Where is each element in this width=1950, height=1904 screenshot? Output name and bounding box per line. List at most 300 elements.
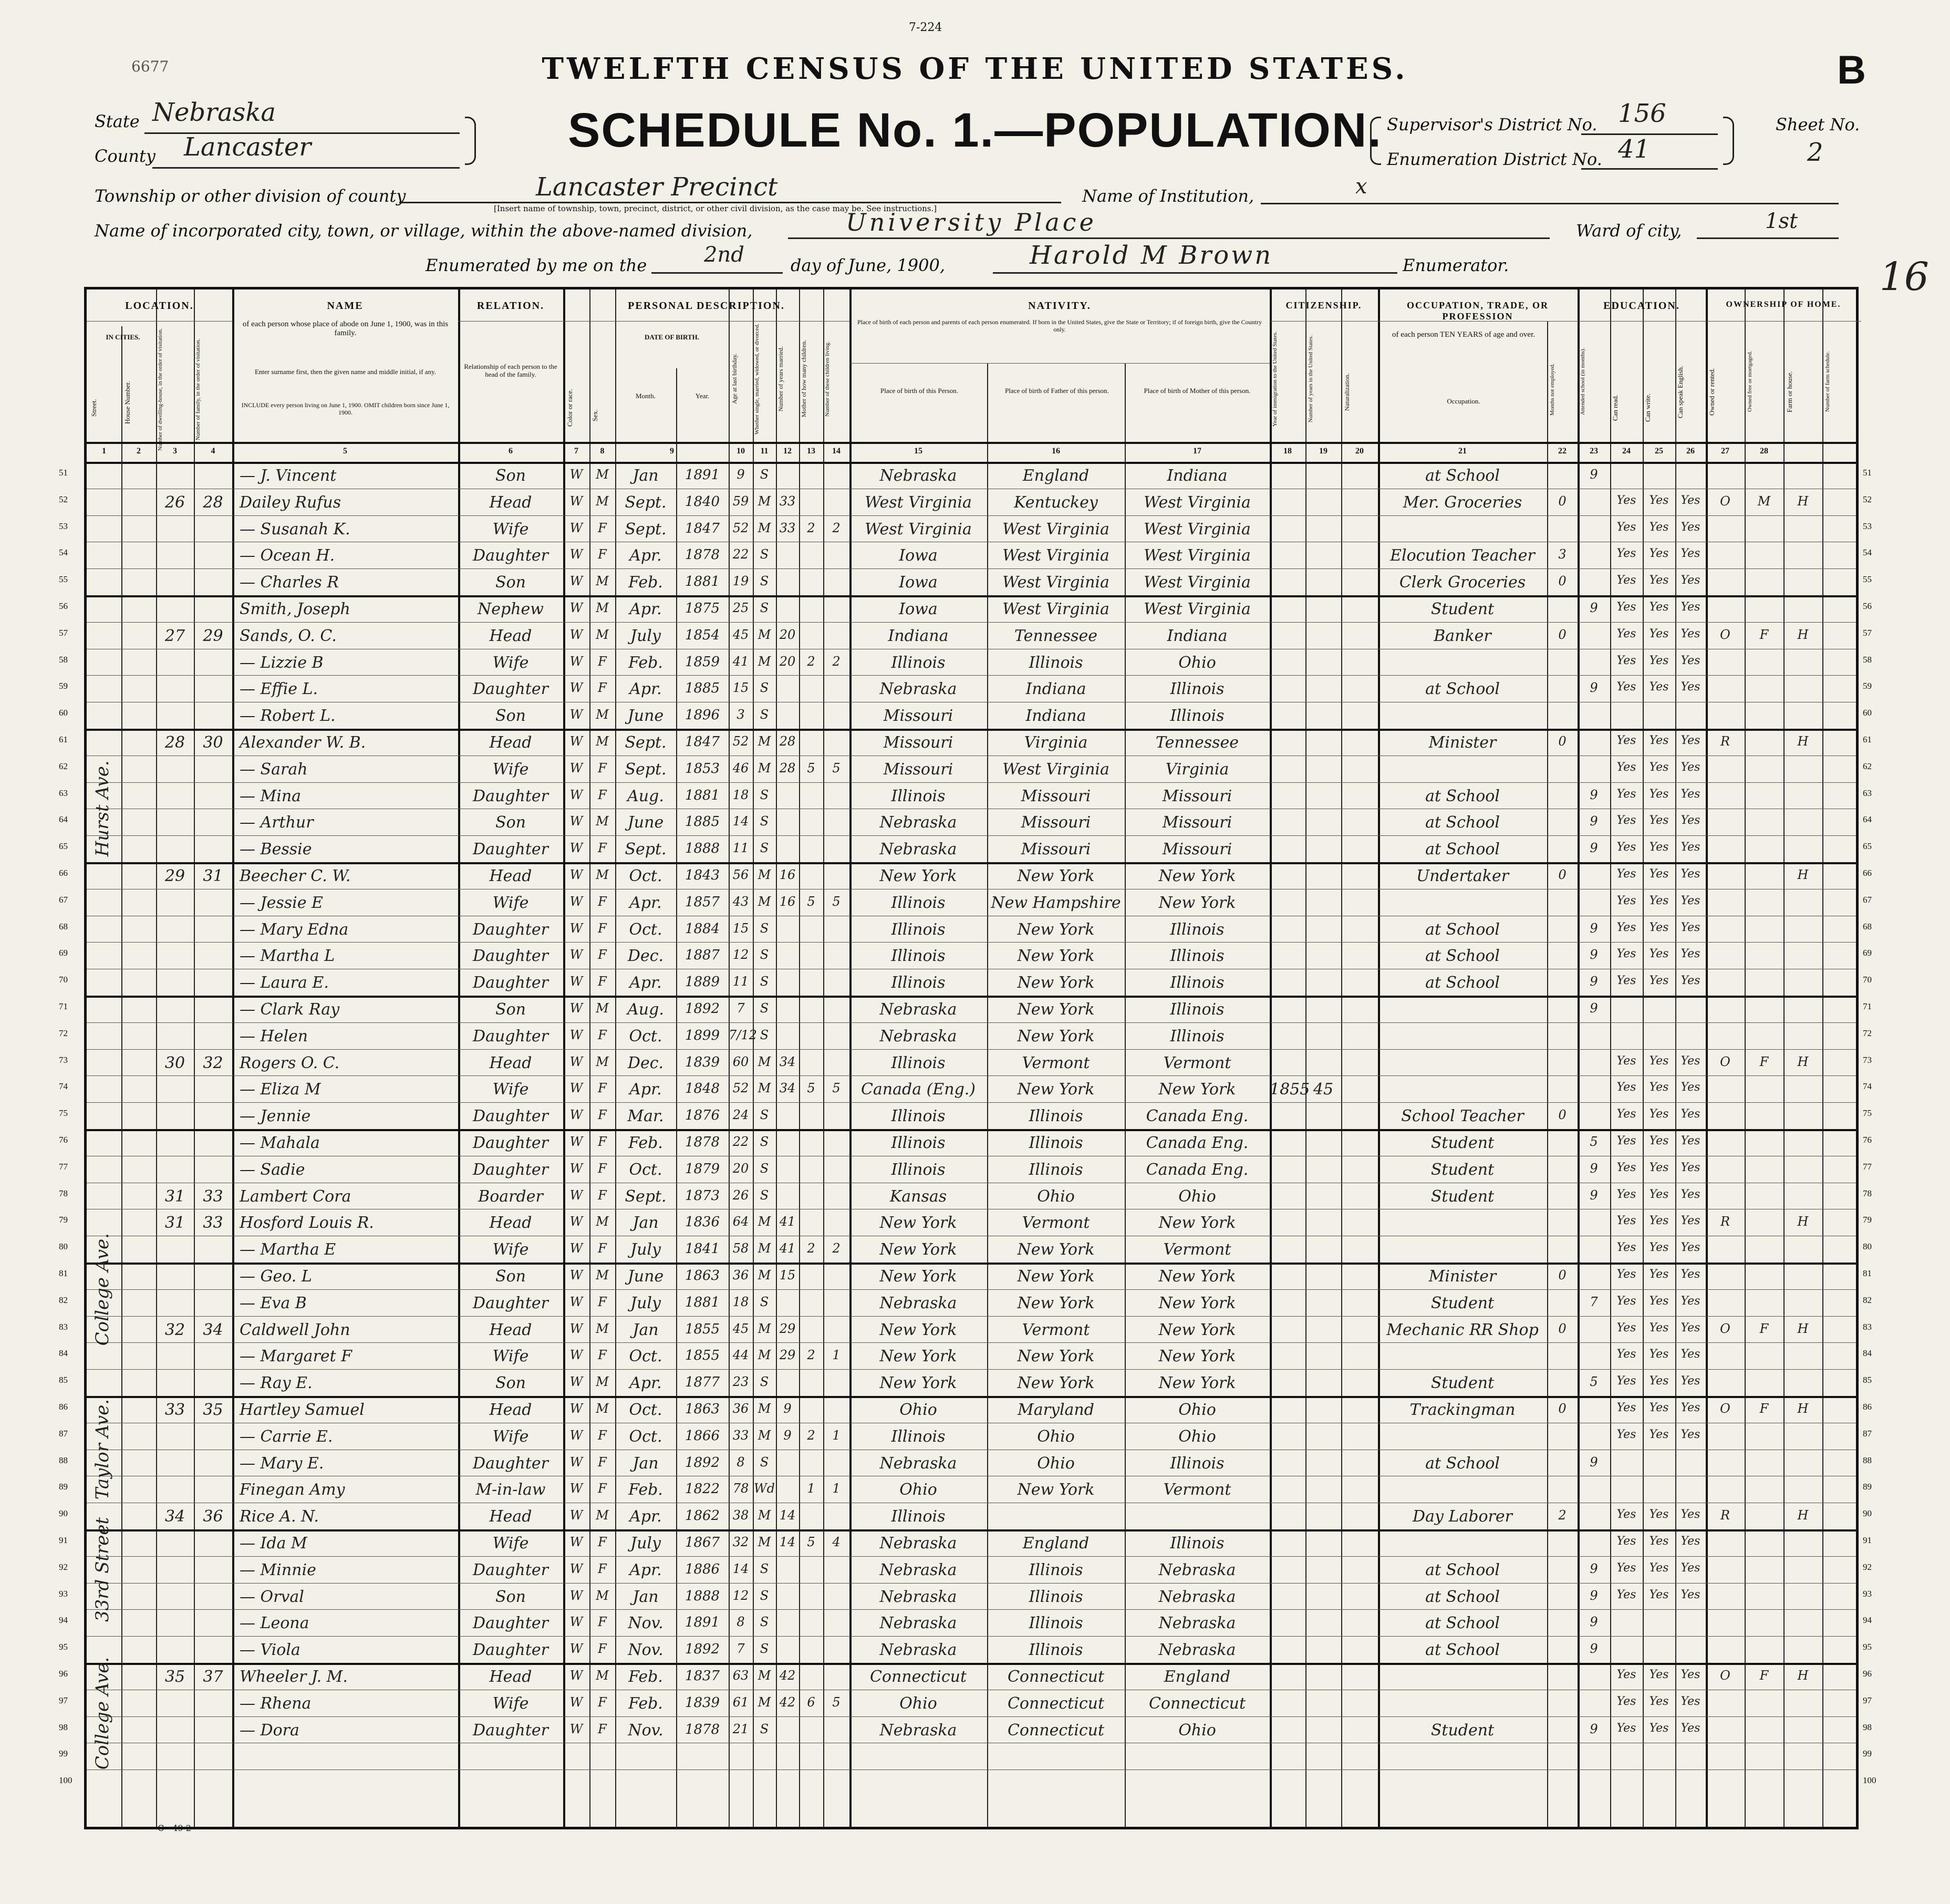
row-55-sex: M [596,574,609,589]
row-61-read: Yes [1616,734,1636,747]
line-number: 57 [59,627,68,638]
line-number: 73 [1863,1054,1872,1065]
row-57-rel: Head [489,626,532,645]
row-83-write: Yes [1649,1321,1669,1334]
col-house-number: House Number. [123,381,131,424]
row-65-age: 11 [732,841,749,856]
row-66-dw: 29 [164,867,185,885]
row-97-mar: M [758,1694,771,1710]
line-number: 64 [59,814,68,825]
row-79-sex: M [596,1214,609,1229]
row-62-rel: Wife [492,760,529,779]
row-61-year: 1847 [684,734,720,750]
row-67-speak: Yes [1681,894,1700,907]
row-95-color: W [569,1641,583,1657]
row-69-bm: Illinois [1170,947,1225,966]
row-61-name: Alexander W. B. [240,733,366,752]
row-82-bf: New York [1017,1294,1095,1312]
row-81-rel: Son [495,1267,526,1286]
row-59-speak: Yes [1681,680,1700,694]
row-53-bp: West Virginia [865,520,972,539]
row-81-age: 36 [732,1268,749,1282]
census-title: TWELFTH CENSUS OF THE UNITED STATES. [542,51,1408,86]
row-71-month: Aug. [627,1000,664,1019]
row-68-month: Oct. [629,920,662,939]
row-70-bp: Illinois [891,974,946,992]
row-67-ym: 16 [779,894,796,909]
row-82-year: 1881 [684,1294,720,1310]
row-rule [87,515,1856,516]
row-54-rel: Daughter [473,546,548,565]
row-98-sex: F [598,1721,607,1736]
row-84-bf: New York [1017,1347,1095,1366]
row-60-month: June [627,707,664,726]
row-67-bp: Illinois [891,893,946,912]
col-birth-person: Place of birth of this Person. [880,387,959,395]
row-68-sex: F [598,920,607,936]
line-number: 60 [1863,708,1872,718]
row-94-name: — Leona [240,1614,309,1633]
row-68-read: Yes [1616,920,1636,934]
row-64-year: 1885 [684,814,720,830]
street-label: College Ave. [92,1657,113,1770]
row-64-bp: Nebraska [879,813,957,832]
row-67-cb: 5 [807,894,815,909]
row-65-sex: F [598,841,607,856]
row-97-name: — Rhena [240,1694,312,1713]
column-number: 9 [670,447,674,456]
row-60-sex: M [596,707,609,722]
col-attended-school: Attended school (in months). [1580,347,1586,416]
row-74-yus: 45 [1313,1080,1334,1099]
row-90-read: Yes [1616,1508,1636,1522]
column-number: 20 [1355,447,1364,456]
row-87-name: — Carrie E. [240,1427,333,1446]
row-86-fam: 35 [203,1401,223,1419]
line-number: 91 [1863,1535,1872,1545]
line-number: 88 [1863,1455,1872,1465]
row-90-color: W [569,1508,583,1523]
row-63-age: 18 [732,787,749,802]
row-63-color: W [569,787,583,802]
col-street: Street. [90,399,98,417]
row-53-year: 1847 [684,520,720,536]
row-92-read: Yes [1616,1561,1636,1575]
row-52-ym: 33 [779,493,796,509]
row-62-age: 46 [732,760,749,775]
row-52-dw: 26 [164,493,185,512]
row-95-sch: 9 [1590,1641,1598,1657]
row-63-read: Yes [1616,787,1636,801]
row-93-mar: S [760,1588,769,1603]
row-86-name: Hartley Samuel [240,1401,365,1419]
line-number: 96 [1863,1669,1872,1679]
row-71-name: — Clark Ray [240,1000,340,1019]
row-90-speak: Yes [1681,1508,1700,1522]
line-number: 97 [59,1695,68,1705]
city-label: Name of incorporated city, town, or village, within the above-named division, [95,221,753,241]
enumerator-suffix: Enumerator. [1403,255,1509,275]
row-84-sex: F [598,1348,607,1363]
right-brace-close [1723,117,1734,165]
row-84-rel: Wife [492,1347,529,1366]
row-59-mar: S [760,680,769,696]
row-60-name: — Robert L. [240,707,336,726]
row-rule [87,1316,1856,1317]
row-81-color: W [569,1268,583,1282]
row-70-sch: 9 [1590,974,1598,989]
row-51-sch: 9 [1590,467,1598,482]
row-rule [87,1075,1856,1076]
row-81-mu: 0 [1558,1268,1567,1282]
row-73-age: 60 [732,1054,749,1069]
population-table [84,287,1859,1829]
col-mortgaged: Owned free or mortgaged. [1747,350,1753,412]
row-58-name: — Lizzie B [240,653,324,672]
row-rule [87,1342,1856,1343]
row-59-rel: Daughter [473,680,548,699]
grid-hline [87,462,1856,464]
line-number: 95 [59,1642,68,1652]
row-80-ym: 41 [779,1241,796,1256]
row-53-speak: Yes [1681,520,1700,534]
row-88-age: 8 [737,1454,745,1470]
row-66-bm: New York [1158,867,1236,885]
row-90-fam: 36 [203,1507,223,1526]
line-number: 82 [59,1295,68,1305]
row-65-rel: Daughter [473,840,548,859]
row-51-year: 1891 [684,467,720,483]
row-79-own: R [1720,1214,1730,1229]
row-86-dw: 33 [164,1401,185,1419]
row-96-speak: Yes [1681,1668,1700,1681]
row-76-year: 1878 [684,1134,720,1150]
row-93-bp: Nebraska [879,1587,957,1606]
row-55-bp: Iowa [899,573,938,592]
row-89-name: Finegan Amy [240,1481,345,1499]
row-96-bp: Connecticut [869,1668,967,1686]
sheet-letter: B [1837,48,1866,92]
column-number: 16 [1052,447,1060,456]
row-70-occ: at School [1425,974,1500,992]
row-61-dw: 28 [164,733,185,752]
line-number: 67 [1863,894,1872,905]
line-number: 66 [59,868,68,878]
row-84-month: Oct. [629,1347,662,1366]
row-62-year: 1853 [684,760,720,777]
row-93-month: Jan [632,1587,659,1606]
row-96-write: Yes [1649,1668,1669,1681]
row-95-sex: F [598,1641,607,1657]
line-number: 72 [59,1028,68,1038]
row-76-read: Yes [1616,1134,1636,1147]
row-95-bm: Nebraska [1158,1641,1236,1660]
row-68-bm: Illinois [1170,920,1225,939]
row-57-fam: 29 [203,626,223,645]
row-73-mar: M [758,1054,771,1069]
row-58-bm: Ohio [1178,653,1216,672]
row-58-sex: F [598,654,607,669]
row-66-bf: New York [1017,867,1095,885]
row-57-mu: 0 [1558,627,1567,642]
row-97-month: Feb. [628,1694,663,1713]
row-88-color: W [569,1454,583,1470]
row-82-occ: Student [1430,1294,1495,1312]
line-number: 70 [59,975,68,985]
row-61-fam: 30 [203,733,223,752]
row-66-write: Yes [1649,867,1669,881]
line-number: 94 [59,1615,68,1626]
column-number: 12 [783,447,792,456]
col-children-born: Mother of how many children. [800,340,807,418]
row-83-occ: Mechanic RR Shop [1386,1320,1539,1339]
row-86-fh: H [1797,1401,1809,1416]
row-57-name: Sands, O. C. [240,626,337,645]
row-58-cl: 2 [832,654,841,669]
col-children-living: Number of these children living. [824,341,831,417]
row-57-own: O [1720,627,1730,642]
row-91-cb: 5 [807,1535,815,1549]
row-57-mar: M [758,627,771,642]
row-58-speak: Yes [1681,654,1700,667]
line-number: 81 [1863,1268,1872,1278]
row-89-cl: 1 [832,1481,841,1496]
row-82-bm: New York [1158,1294,1236,1312]
row-54-sex: F [598,547,607,562]
row-52-fam: 28 [203,493,223,512]
row-65-sch: 9 [1590,841,1598,856]
township-underline [399,202,1061,203]
row-64-color: W [569,814,583,829]
row-90-rel: Head [489,1507,532,1526]
row-90-name: Rice A. N. [240,1507,319,1526]
line-number: 56 [59,601,68,611]
row-89-age: 78 [732,1481,749,1496]
col-months-unemployed: Months not employed. [1549,363,1555,416]
row-80-month: July [630,1240,661,1259]
row-85-occ: Student [1430,1374,1495,1393]
row-83-read: Yes [1616,1321,1636,1334]
row-87-bf: Ohio [1037,1427,1075,1446]
row-96-dw: 35 [164,1668,185,1686]
institution-value: x [1355,174,1367,199]
row-76-occ: Student [1430,1134,1495,1152]
row-61-sex: M [596,734,609,749]
row-77-age: 20 [732,1161,749,1176]
row-96-rel: Head [489,1668,532,1686]
row-85-read: Yes [1616,1374,1636,1388]
row-72-rel: Daughter [473,1027,548,1046]
line-number: 55 [1863,574,1872,585]
row-85-sch: 5 [1590,1374,1598,1390]
row-75-month: Mar. [627,1107,664,1126]
row-95-age: 7 [737,1641,745,1657]
row-53-cb: 2 [807,520,815,535]
row-52-color: W [569,493,583,509]
row-97-speak: Yes [1681,1694,1700,1708]
row-96-read: Yes [1616,1668,1636,1681]
row-69-sch: 9 [1590,947,1598,963]
row-53-bm: West Virginia [1144,520,1251,539]
row-73-write: Yes [1649,1054,1669,1068]
row-51-name: — J. Vincent [240,467,337,485]
column-number: 26 [1686,447,1695,456]
col-immigration: Year of immigration to the United States. [1272,331,1278,427]
row-97-sex: F [598,1694,607,1710]
row-82-bp: Nebraska [879,1294,957,1312]
row-77-name: — Sadie [240,1160,305,1179]
row-90-year: 1862 [684,1508,720,1524]
row-77-year: 1879 [684,1161,720,1177]
row-54-occ: Elocution Teacher [1390,546,1535,565]
line-number: 85 [1863,1375,1872,1385]
row-78-year: 1873 [684,1187,720,1204]
group-date-of-birth: DATE OF BIRTH. [645,333,699,341]
row-62-bm: Virginia [1165,760,1229,779]
row-57-sex: M [596,627,609,642]
row-78-read: Yes [1616,1187,1636,1201]
row-59-bm: Illinois [1170,680,1225,699]
row-83-mar: M [758,1321,771,1336]
line-number: 60 [59,708,68,718]
row-64-bm: Missouri [1162,813,1232,832]
left-brace [465,117,476,165]
row-95-rel: Daughter [473,1641,548,1660]
row-58-month: Feb. [628,653,663,672]
row-73-dw: 30 [164,1053,185,1072]
row-86-bf: Maryland [1018,1401,1094,1419]
row-79-year: 1836 [684,1214,720,1230]
row-72-bm: Illinois [1170,1027,1225,1046]
row-59-bf: Indiana [1025,680,1086,699]
row-84-write: Yes [1649,1348,1669,1361]
row-71-year: 1892 [684,1001,720,1017]
line-number: 71 [1863,1001,1872,1011]
row-88-bf: Ohio [1037,1454,1075,1473]
row-72-year: 1899 [684,1027,720,1043]
row-81-read: Yes [1616,1268,1636,1281]
row-96-bf: Connecticut [1007,1668,1105,1686]
row-57-month: July [630,626,661,645]
group-name: NAME [327,300,364,312]
row-85-sex: M [596,1374,609,1390]
row-83-month: Jan [632,1320,659,1339]
row-81-speak: Yes [1681,1268,1700,1281]
row-56-rel: Nephew [478,600,544,618]
row-57-bp: Indiana [888,626,949,645]
row-93-sex: M [596,1588,609,1603]
row-66-occ: Undertaker [1416,867,1509,885]
line-number: 65 [59,841,68,852]
row-85-rel: Son [495,1374,526,1393]
row-96-fh: H [1797,1668,1809,1683]
row-77-sch: 9 [1590,1161,1598,1176]
col-color: Color or race. [566,389,574,427]
row-70-write: Yes [1649,974,1669,988]
group-location: LOCATION. [125,300,194,312]
row-82-rel: Daughter [473,1294,548,1312]
row-83-rel: Head [489,1320,532,1339]
row-55-bm: West Virginia [1144,573,1251,592]
row-77-occ: Student [1430,1160,1495,1179]
row-88-name: — Mary E. [240,1454,324,1473]
line-number: 53 [59,521,68,531]
row-70-read: Yes [1616,974,1636,988]
row-61-write: Yes [1649,734,1669,747]
row-94-occ: at School [1425,1614,1500,1633]
line-number: 84 [1863,1348,1872,1359]
row-91-bm: Illinois [1170,1534,1225,1553]
enumerated-prefix: Enumerated by me on the [426,255,647,275]
row-79-write: Yes [1649,1214,1669,1228]
row-97-bm: Connecticut [1148,1694,1246,1713]
row-59-sch: 9 [1590,680,1598,696]
row-86-ym: 9 [783,1401,792,1416]
row-53-bf: West Virginia [1002,520,1109,539]
column-number: 25 [1655,447,1663,456]
row-88-sch: 9 [1590,1454,1598,1470]
row-67-write: Yes [1649,894,1669,907]
line-number: 86 [59,1402,68,1412]
row-74-age: 52 [732,1081,749,1096]
row-56-write: Yes [1649,601,1669,614]
row-52-own: O [1720,493,1730,509]
column-number: 22 [1558,447,1567,456]
row-86-age: 36 [732,1401,749,1416]
row-71-bm: Illinois [1170,1000,1225,1019]
row-rule [87,1636,1856,1637]
row-58-read: Yes [1616,654,1636,667]
row-93-age: 12 [732,1588,749,1603]
line-number: 58 [59,654,68,665]
line-number: 62 [59,761,68,771]
line-number: 66 [1863,868,1872,878]
line-number: 98 [1863,1722,1872,1732]
row-88-sex: F [598,1454,607,1470]
row-74-month: Apr. [629,1080,662,1099]
row-85-bf: New York [1017,1374,1095,1393]
row-81-mar: M [758,1268,771,1282]
column-number: 21 [1458,447,1467,456]
row-95-month: Nov. [628,1641,663,1660]
row-51-bp: Nebraska [879,467,957,485]
row-98-bp: Nebraska [879,1721,957,1740]
line-number: 87 [59,1428,68,1439]
row-83-speak: Yes [1681,1321,1700,1334]
row-85-name: — Ray E. [240,1374,313,1393]
row-60-bf: Indiana [1025,707,1086,726]
row-64-mar: S [760,814,769,829]
row-86-color: W [569,1401,583,1416]
row-75-bp: Illinois [891,1107,946,1126]
row-55-write: Yes [1649,574,1669,587]
row-94-mar: S [760,1615,769,1630]
row-71-sex: M [596,1001,609,1016]
line-number: 67 [59,894,68,905]
grid-vline [823,289,824,1827]
row-84-ym: 29 [779,1348,796,1363]
col-years-us: Number of years in the United States. [1308,335,1314,422]
col-marital: Whether single, married, widowed, or divorced. [754,323,760,434]
row-78-color: W [569,1187,583,1203]
grid-hline [849,363,1270,364]
row-67-cl: 5 [832,894,841,909]
row-81-occ: Minister [1428,1267,1497,1286]
col-name-instr: Enter surname first, then the given name and middle initial, if any. [254,368,436,376]
row-97-age: 61 [732,1694,749,1710]
row-95-bp: Nebraska [879,1641,957,1660]
line-number: 52 [59,494,68,504]
